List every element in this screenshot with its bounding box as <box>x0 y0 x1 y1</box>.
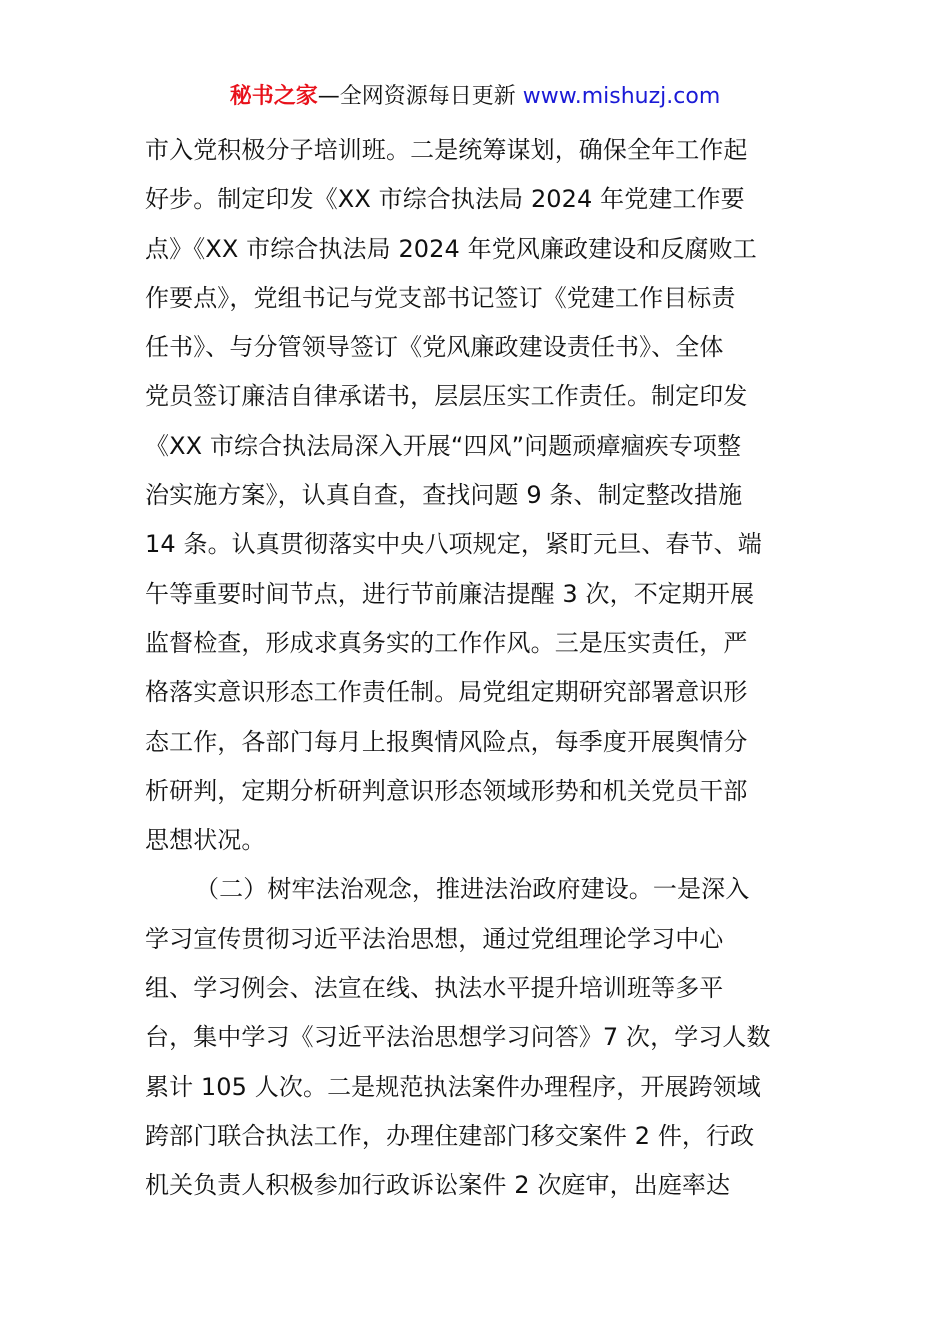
text-line: 监督检查，形成求真务实的工作作风。三是压实责任，严 <box>145 628 748 657</box>
text-line: 台，集中学习《习近平法治思想学习问答》7 次，学习人数 <box>145 1023 771 1052</box>
text-line: 《XX 市综合执法局深入开展“四风”问题顽瘴痼疾专项整 <box>145 431 742 460</box>
text-line: 组、学习例会、法宣在线、执法水平提升培训班等多平 <box>145 974 724 1003</box>
text-line: 治实施方案》，认真自查，查找问题 9 条、制定整改措施 <box>145 481 743 510</box>
text-line: 午等重要时间节点，进行节前廉洁提醒 3 次，不定期开展 <box>145 579 755 608</box>
text-line: 党员签订廉洁自律承诺书，层层压实工作责任。制定印发 <box>145 382 748 411</box>
text-line: 思想状况。 <box>145 826 266 855</box>
text-line: 跨部门联合执法工作，办理住建部门移交案件 2 件，行政 <box>145 1121 755 1150</box>
text-line: 14 条。认真贯彻落实中央八项规定，紧盯元旦、春节、端 <box>145 530 762 559</box>
text-line: 学习宣传贯彻习近平法治思想，通过党组理论学习中心 <box>145 924 724 953</box>
text-line: 态工作，各部门每月上报舆情风险点，每季度开展舆情分 <box>145 727 748 756</box>
text-line: 市入党积极分子培训班。二是统筹谋划，确保全年工作起 <box>145 136 748 164</box>
text-line: 点》《XX 市综合执法局 2024 年党风廉政建设和反腐败工 <box>145 234 757 263</box>
text-line: 好步。制定印发《XX 市综合执法局 2024 年党建工作要 <box>145 185 745 214</box>
document-body <box>145 126 809 1211</box>
header-brand: 秘书之家 <box>229 84 318 109</box>
text-line: 机关负责人积极参加行政诉讼案件 2 次庭审，出庭率达 <box>145 1171 731 1200</box>
section-heading-line: （二）树牢法治观念，推进法治政府建设。一是深入 <box>195 875 750 904</box>
text-line: 任书》、与分管领导签订《党风廉政建设责任书》、全体 <box>145 333 724 362</box>
text-line: 格落实意识形态工作责任制。局党组定期研究部署意识形 <box>145 678 748 707</box>
header-tagline: —全网资源每日更新 <box>317 84 516 109</box>
text-line: 析研判，定期分析研判意识形态领域形势和机关党员干部 <box>145 776 748 805</box>
watermark-header <box>0 82 950 112</box>
text-line: 累计 105 人次。二是规范执法案件办理程序，开展跨领域 <box>145 1072 761 1101</box>
header-url[interactable]: www.mishuzj.com <box>522 84 721 109</box>
text-line: 作要点》，党组书记与党支部书记签订《党建工作目标责 <box>145 283 736 312</box>
